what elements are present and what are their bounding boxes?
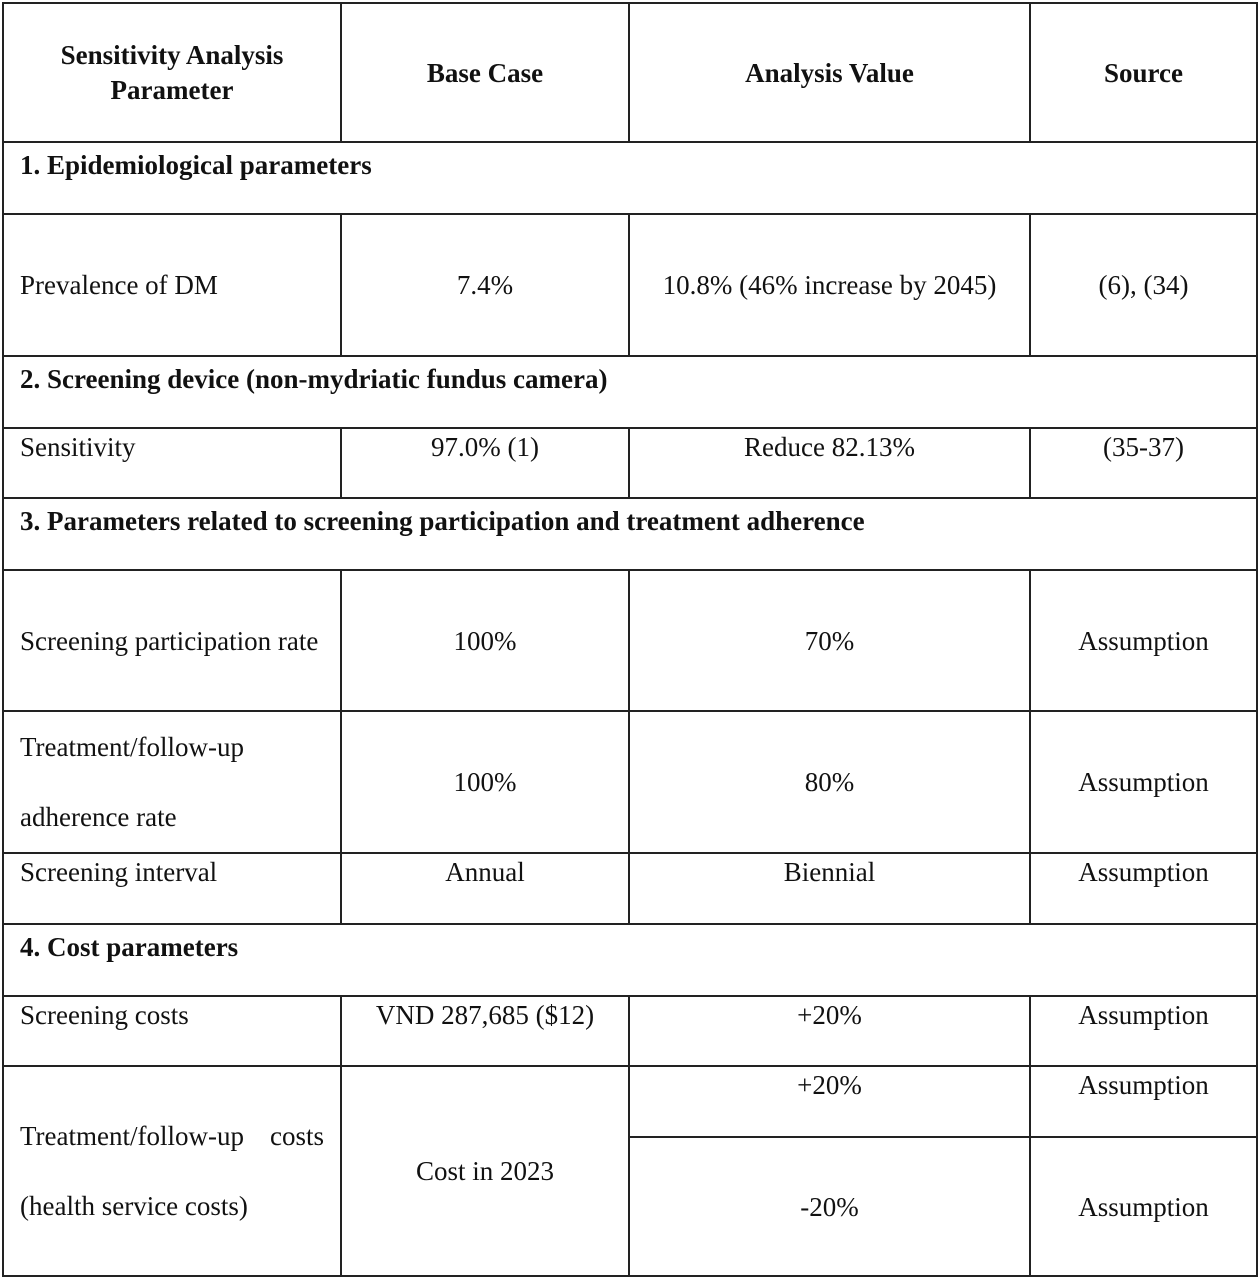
analysis-value-cell: +20% <box>629 996 1030 1066</box>
parameter-cell: Prevalence of DM <box>3 214 341 356</box>
base-case-cell: 100% <box>341 570 629 711</box>
table-row <box>3 570 1257 711</box>
source-cell: Assumption <box>1030 996 1257 1066</box>
header-analysis-value: Analysis Value <box>629 3 1030 142</box>
sensitivity-analysis-table <box>2 2 1258 1277</box>
section-row <box>3 142 1257 214</box>
parameter-cell: Treatment/follow-up costs (health service costs) <box>3 1066 341 1276</box>
analysis-value-cell: Biennial <box>629 853 1030 924</box>
base-case-cell: 100% <box>341 711 629 853</box>
section-row <box>3 924 1257 996</box>
table-row <box>3 1066 1257 1137</box>
table-row <box>3 711 1257 853</box>
base-case-cell: Cost in 2023 <box>341 1066 629 1276</box>
parameter-cell: Treatment/follow-up adherence rate <box>3 711 341 853</box>
parameter-cell: Screening interval <box>3 853 341 924</box>
source-cell: Assumption <box>1030 570 1257 711</box>
source-cell: (35-37) <box>1030 428 1257 498</box>
analysis-value-cell: 70% <box>629 570 1030 711</box>
parameter-cell: Sensitivity <box>3 428 341 498</box>
table-row <box>3 428 1257 498</box>
source-cell: Assumption <box>1030 1137 1257 1276</box>
base-case-cell: 7.4% <box>341 214 629 356</box>
section-screening-device: 2. Screening device (non-mydriatic fundus camera) <box>3 356 1257 428</box>
source-cell: (6), (34) <box>1030 214 1257 356</box>
table-row <box>3 214 1257 356</box>
header-base-case: Base Case <box>341 3 629 142</box>
analysis-value-cell: Reduce 82.13% <box>629 428 1030 498</box>
section-row <box>3 498 1257 570</box>
parameter-cell: Screening participation rate <box>3 570 341 711</box>
table-row <box>3 996 1257 1066</box>
analysis-value-cell: 80% <box>629 711 1030 853</box>
analysis-value-cell: 10.8% (46% increase by 2045) <box>629 214 1030 356</box>
base-case-cell: VND 287,685 ($12) <box>341 996 629 1066</box>
source-cell: Assumption <box>1030 711 1257 853</box>
parameter-cell: Screening costs <box>3 996 341 1066</box>
header-source: Source <box>1030 3 1257 142</box>
section-cost-parameters: 4. Cost parameters <box>3 924 1257 996</box>
source-cell: Assumption <box>1030 853 1257 924</box>
base-case-cell: 97.0% (1) <box>341 428 629 498</box>
analysis-value-cell: -20% <box>629 1137 1030 1276</box>
header-row <box>3 3 1257 142</box>
table-row <box>3 853 1257 924</box>
section-epidemiological: 1. Epidemiological parameters <box>3 142 1257 214</box>
section-participation-adherence: 3. Parameters related to screening participation and treatment adherence <box>3 498 1257 570</box>
section-row <box>3 356 1257 428</box>
header-parameter: Sensitivity Analysis Parameter <box>3 3 341 142</box>
analysis-value-cell: +20% <box>629 1066 1030 1137</box>
source-cell: Assumption <box>1030 1066 1257 1137</box>
base-case-cell: Annual <box>341 853 629 924</box>
